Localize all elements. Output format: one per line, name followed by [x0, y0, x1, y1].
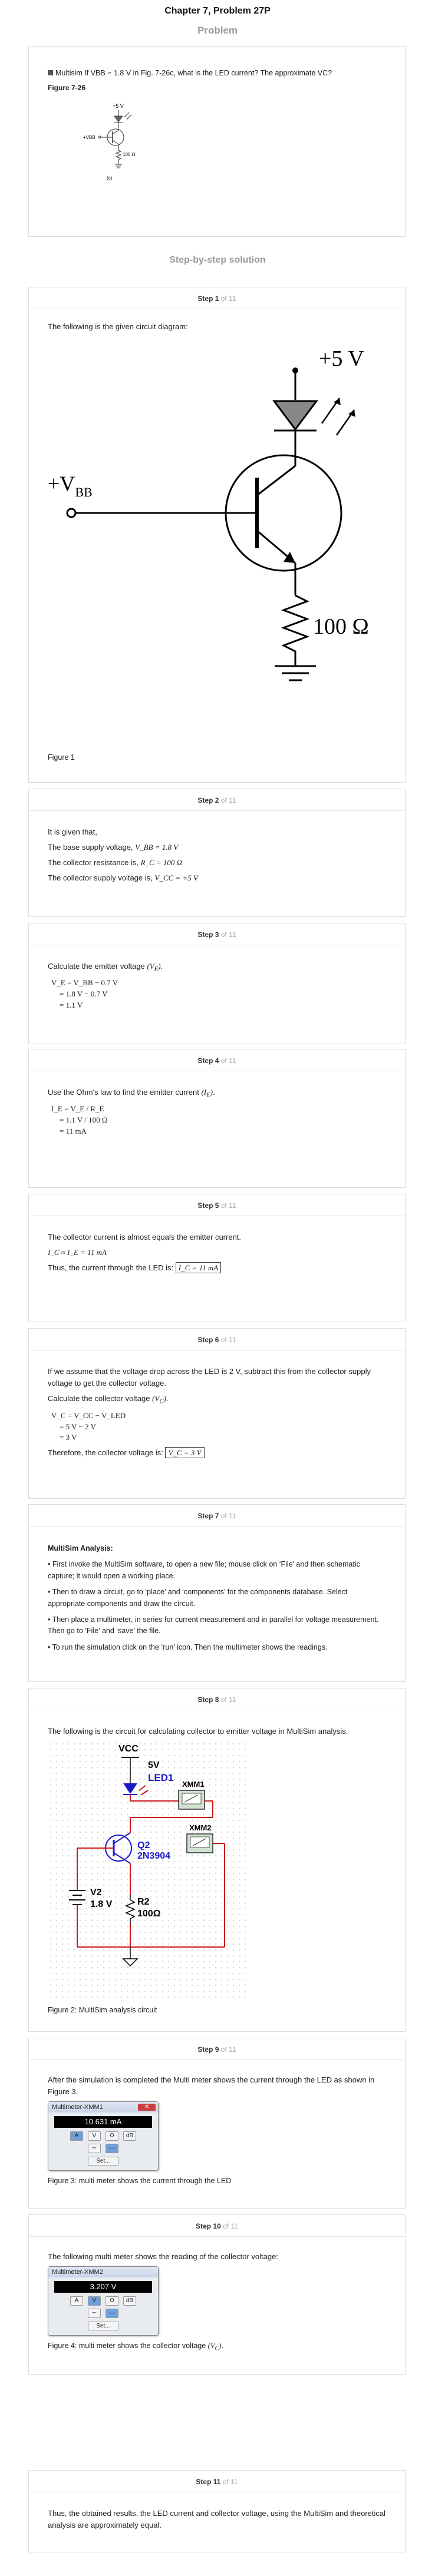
step-6-equation [51, 1410, 386, 1444]
step-7-card [28, 1504, 406, 1682]
step-7-label: Step 7 [197, 1512, 219, 1520]
step-3-eq-3: = 1.1 V [60, 1001, 83, 1010]
mode-ohm-button[interactable]: Ω [106, 2131, 118, 2141]
step-4-eq-2: = 1.1 V / 100 Ω [60, 1115, 108, 1125]
step-3-equation [51, 978, 386, 1011]
mode-v-button[interactable]: V [88, 2131, 101, 2141]
dc-button[interactable]: — [106, 2309, 118, 2318]
mode-db-button[interactable]: dB [123, 2296, 136, 2306]
multimeter-xmm1-window [48, 2101, 159, 2171]
problem-text-line [48, 68, 386, 79]
step-4-card [28, 1049, 406, 1188]
step-10-header [29, 2222, 405, 2230]
step-6-card [28, 1328, 406, 1499]
step-2-label: Step 2 [197, 796, 219, 804]
step-8-r2-value: 100Ω [137, 1909, 161, 1919]
step-5-answer-box: I_C = 11 mA [176, 1262, 221, 1273]
step-2-card [28, 789, 406, 917]
step-2-header [29, 796, 405, 804]
step-9-of: of 11 [220, 2045, 236, 2054]
step-5-header [29, 1201, 405, 1210]
step-8-xmm2-label: XMM2 [189, 1823, 212, 1833]
step-8-header [29, 1696, 405, 1704]
step-10-card [28, 2214, 406, 2375]
step-6-header [29, 1336, 405, 1344]
problem-circuit-figure [48, 97, 166, 221]
step-1-header [29, 294, 405, 303]
mode-v-button[interactable]: V [88, 2296, 101, 2306]
step-8-5v-label: 5V [148, 1760, 160, 1771]
step-7-bullet-3: • Then place a multimeter, in series for current measurement and in parallel for voltage measurement. Then go to ‘File’ and ‘save’ the file. [48, 1615, 379, 1635]
multimeter-xmm2-window [48, 2266, 159, 2336]
mode-a-button[interactable]: A [70, 2296, 83, 2306]
set-button[interactable]: Set... [88, 2322, 118, 2330]
step-3-of: of 11 [220, 931, 236, 939]
problem-figure-label: Figure 7-26 [48, 84, 86, 92]
step-10-label: Step 10 [196, 2222, 221, 2230]
step-3-card [28, 923, 406, 1044]
step-8-resistor [126, 1895, 134, 1923]
step-6-answer-box: V_C = 3 V [165, 1447, 204, 1458]
step-8-multisim-canvas [48, 1741, 248, 2000]
step-1-text: The following is the given circuit diagram: [48, 322, 188, 331]
step-5-text: The collector current is almost equals the emitter current. [48, 1233, 242, 1241]
step-6-calc: Calculate the collector voltage $(V_C)$. [48, 1394, 169, 1405]
step-3-label: Step 3 [197, 931, 219, 939]
step-8-text: The following is the circuit for calculating collector to emitter voltage in MultiSim analysis. [48, 1727, 348, 1736]
step-10-text: The following multi meter shows the reading of the collector voltage: [48, 2252, 278, 2261]
problem-card [28, 46, 406, 237]
step-8-v2-value: 1.8 V [90, 1899, 113, 1910]
problem-heading: Problem [197, 25, 238, 36]
step-3-eq-1: V_E = V_BB − 0.7 V [51, 978, 118, 988]
multimeter-xmm2-title: Multimeter-XMM2 [48, 2267, 158, 2277]
step-8-r2-label: R2 [137, 1897, 150, 1908]
mode-a-button[interactable]: A [70, 2131, 83, 2141]
step-1-resistor [284, 595, 307, 666]
step-8-q2-label: Q2 [137, 1840, 150, 1851]
dc-button[interactable]: — [106, 2144, 118, 2153]
step-4-eq-3: = 11 mA [60, 1127, 87, 1136]
step-6-of: of 11 [220, 1336, 236, 1344]
page-title: Chapter 7, Problem 27P [164, 6, 271, 16]
step-4-of: of 11 [220, 1057, 236, 1065]
step-2-of: of 11 [220, 796, 236, 804]
step-1-vcc-node [292, 367, 298, 373]
solution-heading: Step-by-step solution [169, 255, 266, 265]
step-10-of: of 11 [223, 2222, 238, 2230]
step-1-caption: Figure 1 [48, 753, 75, 762]
step-2-math-1: V_BB = 1.8 V [135, 843, 179, 852]
step-9-header [29, 2045, 405, 2054]
step-1-label: Step 1 [197, 294, 219, 303]
step-8-label: Step 8 [197, 1696, 219, 1704]
step-4-header [29, 1057, 405, 1065]
step-11-card [28, 2470, 406, 2552]
set-button[interactable]: Set... [88, 2157, 118, 2166]
step-2-math-3: V_CC = +5 V [154, 873, 198, 883]
step-7-of: of 11 [220, 1512, 236, 1520]
problem-fig-sub: (c) [107, 175, 113, 181]
step-2-line-2: The collector resistance is, R_C = 100 Ω [48, 858, 183, 868]
problem-fig-vcc: +5 V [113, 102, 124, 109]
step-9-card [28, 2038, 406, 2209]
step-2-intro: It is given that, [48, 827, 97, 836]
step-8-of: of 11 [220, 1696, 236, 1704]
step-7-bullet-4: • To run the simulation click on the ‘run’ icon. Then the multimeter shows the readings. [48, 1643, 328, 1651]
step-1-led-icon [274, 401, 317, 429]
step-4-text: Use the Ohm's law to find the emitter current $(I_E)$. [48, 1088, 215, 1099]
step-1-of: of 11 [220, 294, 236, 303]
step-8-card [28, 1688, 406, 2032]
step-11-label: Step 11 [196, 2478, 221, 2486]
step-7-heading: MultiSim Analysis: [48, 1544, 113, 1552]
step-7-header [29, 1512, 405, 1520]
problem-fig-vbb: +VBB [83, 134, 95, 140]
problem-led-icon [114, 116, 123, 122]
step-9-label: Step 9 [197, 2045, 219, 2054]
step-3-text: Calculate the emitter voltage $(V_E)$. [48, 962, 163, 973]
step-8-q2-type: 2N3904 [137, 1851, 171, 1862]
step-6-eq-2: = 5 V − 2 V [60, 1422, 96, 1431]
step-8-xmm1-label: XMM1 [182, 1780, 205, 1789]
step-6-conclusion: Therefore, the collector voltage is: V_C = 3 V [48, 1447, 386, 1459]
step-1-card [28, 287, 406, 783]
step-1-vbb-node [67, 509, 75, 517]
step-6-eq-1: V_C = V_CC − V_LED [51, 1410, 126, 1420]
mode-db-button[interactable]: dB [123, 2131, 136, 2141]
step-10-caption: Figure 4: multi meter shows the collector voltage $(V_C)$. [48, 2342, 224, 2352]
step-2-math-2: R_C = 100 Ω [140, 858, 183, 868]
step-1-vbb-label: $+V_{BB}$ [48, 472, 93, 500]
step-5-conclusion: Thus, the current through the LED is: I_C = 11 mA [48, 1262, 386, 1274]
multimeter-xmm2-reading: 3.207 V [54, 2281, 152, 2293]
step-7-bullet-1: • First invoke the MultiSim software, to open a new file; mouse click on ‘File’ and then schematic capture; it would open a working place. [48, 1560, 360, 1580]
step-8-caption: Figure 2: MultiSim analysis circuit [48, 2006, 157, 2015]
step-5-of: of 11 [220, 1201, 236, 1210]
step-8-circuit-figure [48, 1741, 248, 2000]
step-11-of: of 11 [222, 2478, 238, 2486]
step-11-header [29, 2478, 405, 2486]
step-1-vcc-label: +5 V [319, 346, 364, 372]
step-5-eq: I_C ≈ I_E = 11 mA [48, 1248, 107, 1257]
step-1-circuit-figure [48, 336, 387, 749]
step-9-text: After the simulation is completed the Multi meter shows the current through the LED as shown in Figure 3. [48, 2075, 375, 2097]
ac-button[interactable]: ∼ [88, 2309, 101, 2318]
step-4-equation [51, 1104, 386, 1137]
step-6-text: If we assume that the voltage drop across the LED is 2 V, subtract this from the collector supply voltage to get the collector voltage. [48, 1367, 371, 1388]
close-icon[interactable]: ✕ [138, 2104, 156, 2111]
step-4-label: Step 4 [197, 1057, 219, 1065]
step-3-header [29, 931, 405, 939]
mode-ohm-button[interactable]: Ω [106, 2296, 118, 2306]
step-8-led-icon [123, 1783, 137, 1794]
step-5-label: Step 5 [197, 1201, 219, 1210]
step-8-led-label: LED1 [148, 1772, 174, 1784]
step-8-v2-label: V2 [90, 1888, 102, 1898]
step-2-line-1: The base supply voltage, V_BB = 1.8 V [48, 843, 179, 852]
step-4-eq-1: I_E = V_E / R_E [51, 1104, 104, 1114]
step-2-line-3: The collector supply voltage is, V_CC = +5 V [48, 873, 198, 883]
step-5-card [28, 1194, 406, 1322]
multimeter-xmm1-reading: 10.631 mA [54, 2116, 152, 2128]
step-6-label: Step 6 [197, 1336, 219, 1344]
step-7-bullet-2: • Then to draw a circuit, go to ‘place’ and ‘components’ for the components database. Select appropriate components and draw the circuit. [48, 1588, 348, 1608]
multimeter-xmm1-title: Multimeter-XMM1 [48, 2102, 158, 2113]
problem-fig-r: 100 Ω [123, 151, 136, 157]
step-3-eq-2: = 1.8 V − 0.7 V [60, 989, 108, 999]
problem-square-icon [48, 70, 53, 75]
step-9-caption: Figure 3: multi meter shows the current through the LED [48, 2177, 232, 2186]
step-11-text: Thus, the obtained results, the LED current and collector voltage, using the MultiSim and theoretical analysis are approximately equal. [48, 2509, 386, 2530]
step-8-vcc-label: VCC [118, 1744, 139, 1754]
step-8-ground-icon [123, 1959, 137, 1966]
step-1-r-label: 100 Ω [313, 614, 369, 640]
step-6-eq-3: = 3 V [60, 1433, 77, 1442]
problem-text: Multisim If VBB = 1.8 V in Fig. 7-26c, what is the LED current? The approximate VC? [55, 69, 332, 77]
ac-button[interactable]: ∼ [88, 2144, 101, 2153]
